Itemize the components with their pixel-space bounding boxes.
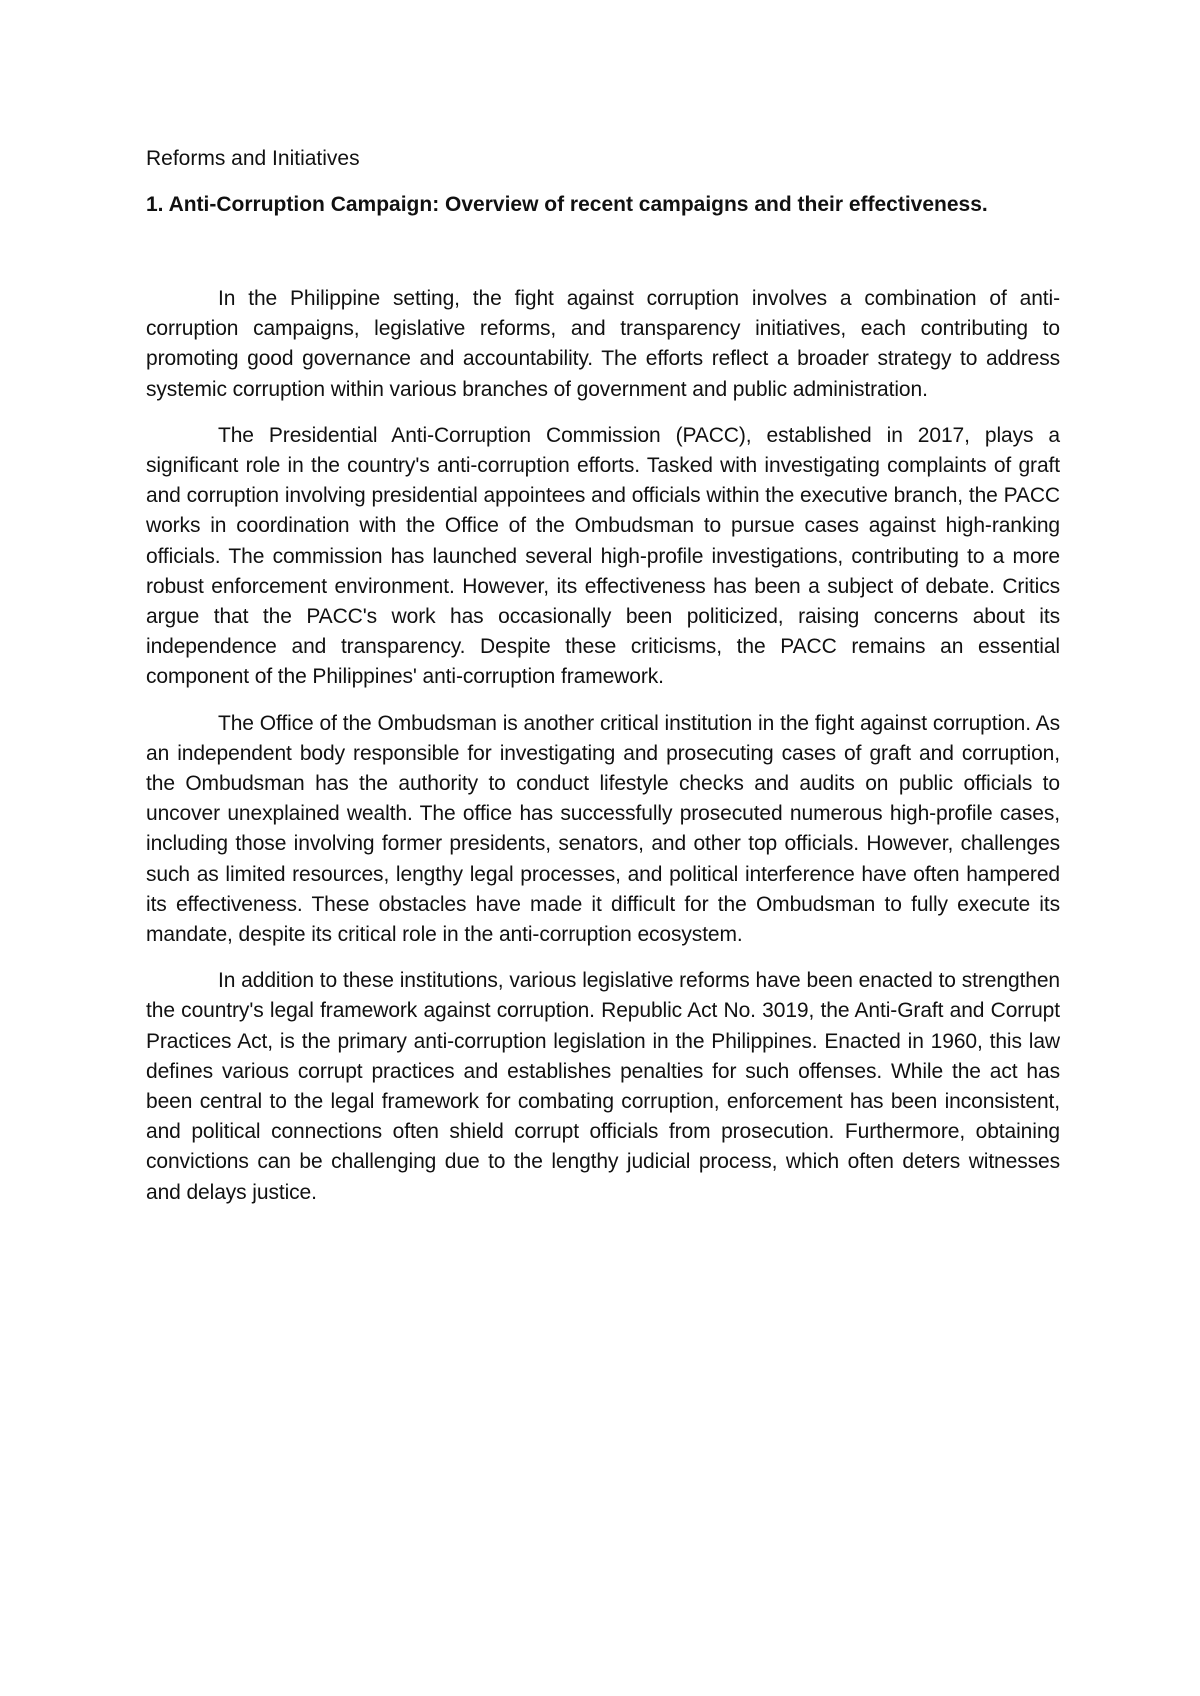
section-heading: 1. Anti-Corruption Campaign: Overview of recent campaigns and their effectiveness. bbox=[146, 193, 988, 216]
paragraph-ombudsman: The Office of the Ombudsman is another critical institution in the fight against corruption. As an independent body responsible for investigating and prosecuting cases of graft and corruption, the Ombudsman has the authority to conduct lifestyle checks and audits on public officials to uncover unexplained wealth. The office has successfully prosecuted numerous high-profile cases, including those involving former presidents, senators, and other top officials. However, challenges such as limited resources, lengthy legal processes, and political interference have often hampered its effectiveness. These obstacles have made it difficult for the Ombudsman to fully execute its mandate, despite its critical role in the anti-corruption ecosystem. bbox=[146, 711, 1060, 947]
paragraph-pacc: The Presidential Anti-Corruption Commission (PACC), established in 2017, plays a significant role in the country's anti-corruption efforts. Tasked with investigating complaints of graft and corruption involving presidential appointees and officials within the executive branch, the PACC works in coordination with the Office of the Ombudsman to pursue cases against high-ranking officials. The commission has launched several high-profile investigations, contributing to a more robust enforcement environment. However, its effectiveness has been a subject of debate. Critics argue that the PACC's work has occasionally been politicized, raising concerns about its independence and transparency. Despite these criticisms, the PACC remains an essential component of the Philippines' anti-corruption framework. bbox=[146, 423, 1060, 689]
paragraph-legislative-reforms: In addition to these institutions, various legislative reforms have been enacted to strengthen the country's legal framework against corruption. Republic Act No. 3019, the Anti-Graft and Corrupt Practices Act, is the primary anti-corruption legislation in the Philippines. Enacted in 1960, this law defines various corrupt practices and establishes penalties for such offenses. While the act has been central to the legal framework for combating corruption, enforcement has been inconsistent, and political connections often shield corrupt officials from prosecution. Furthermore, obtaining convictions can be challenging due to the lengthy judicial process, which often deters witnesses and delays justice. bbox=[146, 969, 1060, 1204]
document-title: Reforms and Initiatives bbox=[146, 147, 360, 170]
document-page bbox=[146, 144, 1060, 1224]
paragraph-intro: In the Philippine setting, the fight against corruption involves a combination of anti-corruption campaigns, legislative reforms, and transparency initiatives, each contributing to promoting good governance and accountability. The efforts reflect a broader strategy to address systemic corruption within various branches of government and public administration. bbox=[146, 287, 1060, 401]
